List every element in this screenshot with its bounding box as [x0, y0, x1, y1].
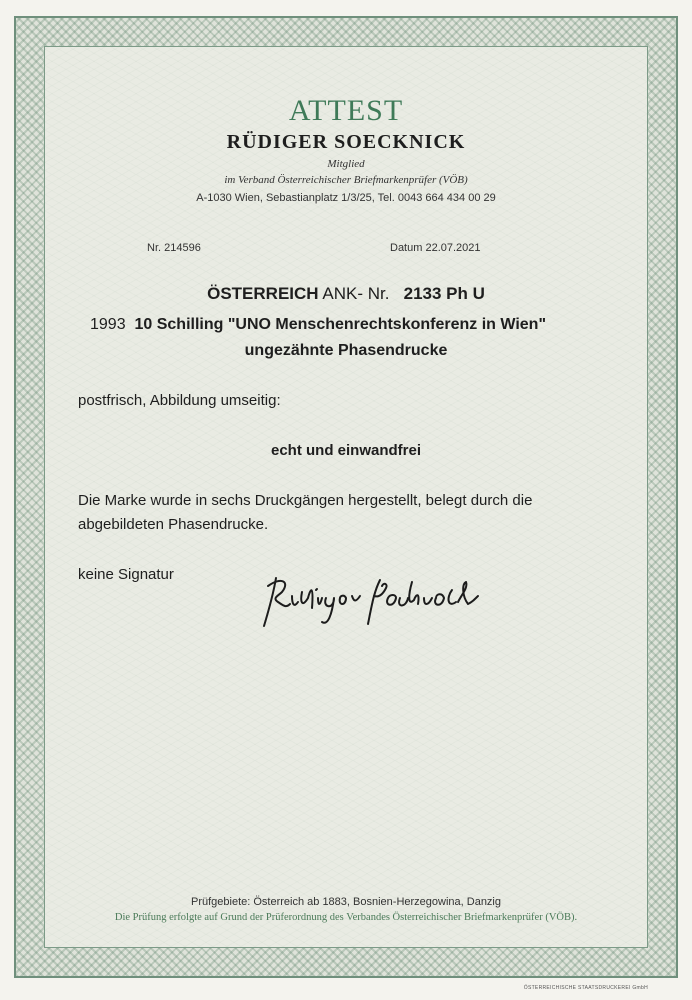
examiner-name: RÜDIGER SOECKNICK	[226, 131, 466, 153]
member-label: Mitglied	[327, 158, 365, 170]
stamp-country: ÖSTERREICH	[207, 284, 319, 303]
examiner-signature	[256, 568, 486, 638]
condition-text: postfrisch, Abbildung umseitig:	[78, 392, 281, 409]
number-value: 214596	[164, 242, 201, 254]
examiner-address: A-1030 Wien, Sebastianplatz 1/3/25, Tel. 0043 664 434 00 29	[196, 192, 496, 204]
catalog-number: 2133 Ph U	[403, 284, 485, 303]
stamp-year: 1993	[90, 316, 126, 333]
verdict-text: echt und einwandfrei	[270, 442, 421, 459]
note-line-2: abgebildeten Phasendrucke.	[78, 516, 269, 533]
legal-note: Die Prüfung erfolgte auf Grund der Prüferordnung des Verbandes Österreichischer Briefmarkenprüfer (VÖB).	[114, 912, 578, 923]
certificate-title: ATTEST	[288, 94, 404, 127]
printer-imprint: ÖSTERREICHISCHE STAATSDRUCKEREI GmbH	[523, 985, 648, 991]
stamp-description: 10 Schilling "UNO Menschenrechtskonferenz in Wien"	[134, 316, 547, 333]
association-line: im Verband Österreichischer Briefmarkenprüfer (VÖB)	[224, 174, 468, 186]
date-label: Datum	[390, 242, 423, 254]
stamp-description-line	[90, 316, 546, 334]
certificate-number	[147, 242, 201, 254]
examination-areas: Prüfgebiete: Österreich ab 1883, Bosnien-Herzegowina, Danzig	[190, 896, 501, 908]
stamp-identification	[0, 284, 692, 304]
certificate-date	[390, 242, 481, 254]
stamp-variant: ungezähnte Phasendrucke	[244, 342, 448, 359]
date-value: 22.07.2021	[425, 242, 481, 254]
signature-note: keine Signatur	[78, 566, 174, 583]
catalog-label: ANK- Nr.	[322, 284, 390, 303]
number-label: Nr.	[147, 242, 162, 254]
note-line-1: Die Marke wurde in sechs Druckgängen hergestellt, belegt durch die	[78, 492, 533, 509]
